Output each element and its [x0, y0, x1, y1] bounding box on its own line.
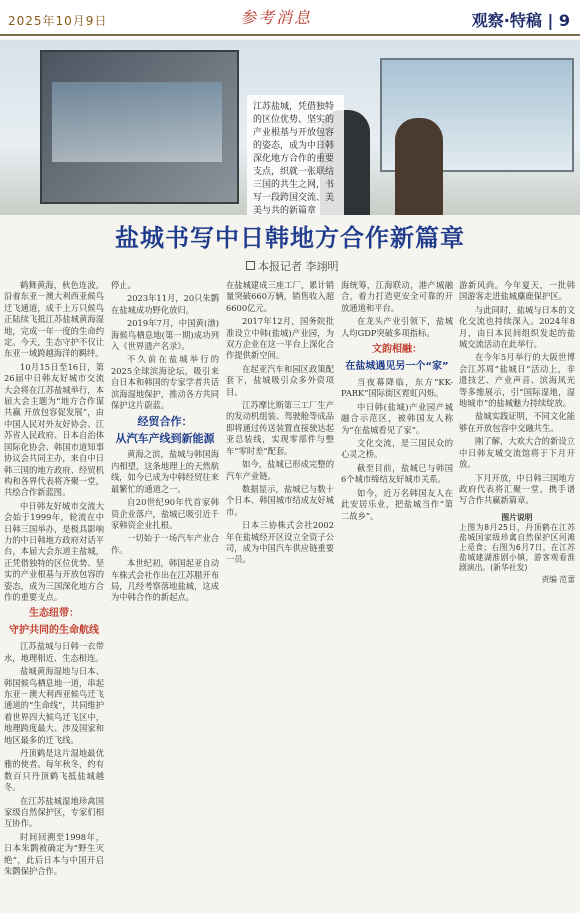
- section-title: 观察·特稿 | 9: [471, 11, 570, 30]
- byline-text: 本报记者 李翊明: [258, 260, 339, 273]
- paragraph: 下月开放，中日韩三国地方政府代表将汇聚一堂，携手谱写合作共赢新篇章。: [459, 472, 575, 506]
- paragraph: 与此同时，盐城与日本的文化交流也持续深入。2024年8月，由日本民间组织发起的盐城交流活动在此举行。: [459, 304, 575, 350]
- newspaper-logo: 参考消息: [240, 8, 313, 27]
- photo-caption: 江苏盐城，凭借独特的区位优势、坚实的产业根基与开放包容的姿态，成为中日韩深化地方合作的重要支点，织就一张联结三国的共生之网，书写一段跨国交流、美美与共的新篇章: [247, 95, 344, 215]
- paragraph: 中日韩(盐城)产业园产城融合示范区，被韩国友人称为“在盐城看见了家”。: [341, 401, 453, 435]
- paragraph: 盐城实践证明，不同文化能够在开放包容中交融共生。: [459, 411, 575, 433]
- paragraph: 丹顶鹤是这片湿地最优雅的使者。每年秋冬，约有数百只丹顶鹤飞抵盐城越冬。: [4, 748, 104, 793]
- photo-caption-block: [459, 513, 575, 585]
- paragraph: 2023年11月，20只朱鹮在盐城成功野化放归。: [111, 293, 219, 315]
- paragraph: 游新风尚。今年夏天，一批韩国游客走进盐城麋鹿保护区。: [459, 280, 575, 302]
- byline: [246, 258, 339, 274]
- paragraph: 鹤舞黄海，秋色连波。沿着东亚－澳大利西亚候鸟迁飞通道，成千上万只候鸟正陆续飞抵江苏盐城黄海湿地，完成一年一度的生命约定。今天，生态守护不仅让东亚一域跨越海洋的羁绊。: [4, 280, 104, 359]
- photo-person-right: [395, 118, 443, 215]
- subhead-label: 生态纽带：: [29, 608, 79, 620]
- paragraph: 文化交流，是三国民众的心灵之桥。: [341, 438, 453, 460]
- column-1: [4, 280, 104, 910]
- paragraph: 2019年7月，中国黄(渤)海候鸟栖息地(第一期)成功列入《世界遗产名录》。: [111, 318, 219, 352]
- paragraph: 当夜幕降临，东方“KK-PARK”国际街区霓虹闪烁。: [341, 377, 453, 399]
- paragraph: 盐城黄海湿地与日本、韩国候鸟栖息地一道，串起东亚－澳大利西亚候鸟迁飞通道的“生命线”，共同维护着世界四大候鸟迁飞区中，地理跨度最大、涉及国家和地区最多的迁飞线。: [4, 666, 104, 745]
- byline-square-icon: [246, 261, 255, 270]
- column-3: [226, 280, 334, 910]
- paragraph: 自20世纪90年代首家韩资企业落户，盐城已吸引近千家韩资企业扎根。: [111, 497, 219, 530]
- paragraph: 数据显示，盐城已与数十个日本、韩国城市结成友好城市。: [226, 483, 334, 517]
- paragraph: 停止。: [111, 280, 136, 290]
- lead-photo: [0, 40, 580, 215]
- paragraph: 不久前在盐城举行的2025全球滨海论坛，吸引来自日本和韩国的专家学者共话滨海湿地保护，推动各方共同保护这片蔚蓝。: [111, 354, 219, 411]
- paragraph: 时间回溯至1998年，日本朱鹮被确定为“野生灭绝”，此后日本与中国开启朱鹮保护合作。: [4, 831, 104, 877]
- paragraph: 本世纪初，韩国起亚自动车株式会社作出在江苏腊开布局，几经考察落地盐城，这成为中韩合作的新起点。: [111, 558, 219, 603]
- column-4: [341, 280, 453, 910]
- paragraph: 2017年12月，国务院批准设立中韩(盐城)产业园，为双方企业在这一平台上深化合作提供新空间。: [226, 316, 334, 361]
- section-name: 观察·特稿: [471, 11, 542, 30]
- page-header: [0, 0, 580, 38]
- paragraph: 刚了解，大欢大合的新设立中日韩友城交流馆将于下月开放。: [459, 436, 575, 470]
- paragraph: 在盐城建成三座工厂，累计销量突破660万辆，销售收入超6600亿元。: [226, 280, 334, 313]
- subhead-title: 在盐城遇见另一个“家”: [345, 361, 449, 373]
- article-headline: 盐城书写中日韩地方合作新篇章: [115, 224, 465, 252]
- page-number: 9: [558, 11, 570, 30]
- paragraph: 在起亚汽车和园区政策配套下，盐城吸引众多外资项目。: [226, 363, 334, 397]
- subhead-label: 经贸合作：: [137, 415, 193, 429]
- paragraph: 在龙头产业引领下，盐城人均GDP突破多项指标。: [341, 316, 453, 338]
- paragraph: 江苏盐城与日韩一衣带水，地理相近、生态相连。: [4, 641, 104, 663]
- issue-date: 2025年10月9日: [8, 14, 108, 28]
- column-5: [459, 280, 575, 910]
- paragraph: 如今，近万名韩国友人在此安居乐业，把盐城当作“第二故乡”。: [341, 487, 453, 521]
- subhead-label: 文韵相融：: [372, 344, 422, 356]
- subhead-title: 从汽车产线到新能源: [115, 432, 215, 446]
- paragraph: 日本三协株式会社2002年在盐城经开区设立全资子公司，成为中国汽车供应链重要一员。: [226, 520, 334, 565]
- paragraph: 海统筹，江海联动，港产城融合，着力打造更安全可靠的开放通道和平台。: [341, 280, 453, 313]
- editor-credit: 责编 范蕾: [541, 574, 575, 584]
- paragraph: 一切始于一场汽车产业合作。: [111, 533, 219, 555]
- paragraph: 江苏摩比斯第三工厂生产的发动机组装、驾驶舱等成品即将通过传送装置直接驶达起亚总装线，实现零部件与整车“零时差”配套。: [226, 400, 334, 456]
- header-rule: [0, 34, 580, 36]
- photo-caption-body: 上图为8月25日，丹顶鹤在江苏盐城国家级珍禽自然保护区河滩上觅食；右图为6月7日，在江苏盐城建湖淮剧小镇，游客观看淮剧演出。(新华社发): [459, 522, 575, 572]
- photo-caption-title: 图片说明: [501, 512, 533, 522]
- column-2: [111, 280, 219, 910]
- subhead-title: 守护共同的生命航线: [9, 625, 99, 637]
- paragraph: 10月15日至16日，第26届中日韩友好城市交流大会将在江苏盐城举行，本届大会主题为“地方合作谋共赢 开放包容促发展”，由中国人民对外友好协会、江苏省人民政府、日本自治体国际化协会、韩国市道知事协议会共同主办，来自中日韩三国的地方政府、经贸机构和各界代表将齐聚一堂，共绘合作新蓝图。: [4, 361, 104, 498]
- photo-left-scene: [40, 50, 239, 204]
- paragraph: 如今，盐城已形成完整的汽车产业链。: [226, 459, 334, 481]
- paragraph: 黄海之滨，盐城与韩国海内相望，这条地理上的天然航线，如今已成为中韩经贸往来最繁忙的通道之一。: [111, 449, 219, 494]
- paragraph: 在江苏盐城湿地珍禽国家级自然保护区，专家们相互协作。: [4, 795, 104, 829]
- paragraph: 中日韩友好城市交流大会始于1999年，轮流在中日韩三国举办，是极具影响力的中日韩地方政府对话平台，本届大会东道主盐城，正凭借独特的区位优势、坚实的产业根基与开放包容的姿态，成为三国深化地方合作的重要支点。: [4, 500, 104, 602]
- paragraph: 截至目前，盐城已与韩国6个城市缔结友好城市关系。: [341, 462, 453, 485]
- paragraph: 在今年5月举行的大阪世博会江苏周“盐城日”活动上，非遗技艺、产业声音、滨海风光等多维展示，引“国际湿地，湿地城市”的盐城魅力持续绽放。: [459, 352, 575, 409]
